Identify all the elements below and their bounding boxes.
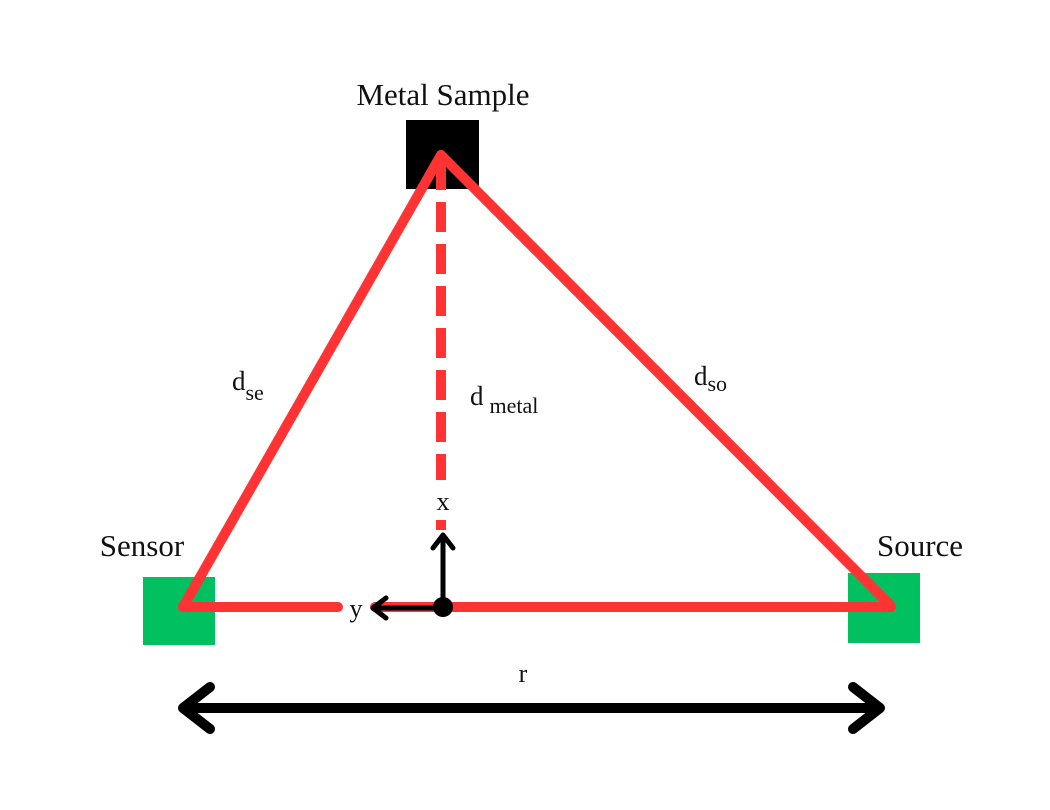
d-se-subscript: se <box>245 380 264 405</box>
d-metal-subscript: metal <box>489 393 539 418</box>
r-double-arrow <box>183 687 880 729</box>
d-metal-main: d <box>470 381 484 411</box>
sensor-label: Sensor <box>99 528 185 563</box>
origin-point <box>433 597 453 617</box>
x-axis-label: x <box>436 487 450 516</box>
metal-sample-label: Metal Sample <box>356 77 530 112</box>
r-label: r <box>518 659 528 688</box>
d-metal-label <box>470 381 538 418</box>
d-se-main: d <box>232 366 246 396</box>
edge-metal-source <box>441 155 891 606</box>
y-axis-label: y <box>349 594 363 623</box>
d-so-main: d <box>694 361 708 391</box>
d-so-label <box>694 361 727 396</box>
d-so-subscript: so <box>707 371 728 396</box>
edge-sensor-metal <box>183 155 441 607</box>
signal-triangle <box>183 155 891 607</box>
d-se-label <box>232 366 264 405</box>
source-label: Source <box>876 528 964 563</box>
